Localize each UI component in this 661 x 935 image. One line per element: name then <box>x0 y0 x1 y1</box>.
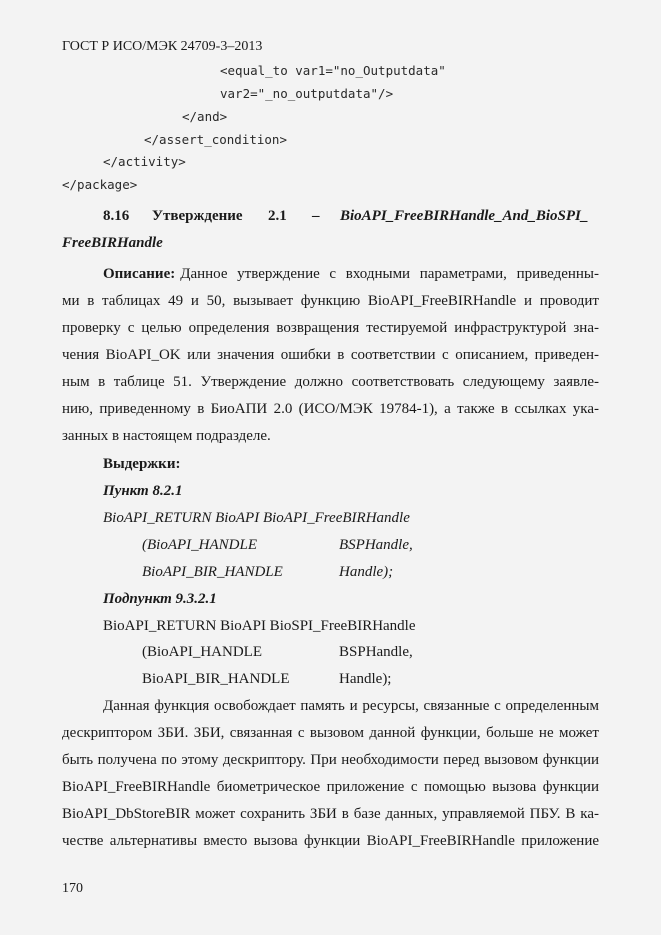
clause-title: Пункт 8.2.1 <box>103 483 183 499</box>
code-line: </package> <box>62 177 138 192</box>
description-text: Данное утверждение с входными параметрами, приведенны- <box>180 266 599 282</box>
paragraph-line: честве альтернативы вместо вызова функции BioAPI_FreeBIRHandle приложение <box>62 833 599 849</box>
code-line: </assert_condition> <box>144 132 287 147</box>
paragraph-line: ным в таблице 51. Утверждение должно соответствовать следующему заявле- <box>62 374 599 390</box>
code-line: <equal_to var1="no_Outputdata" <box>220 63 446 78</box>
paragraph-line: Данная функция освобождает память и ресурсы, связанные с определенным <box>103 698 599 714</box>
param-type: (BioAPI_HANDLE <box>142 644 262 660</box>
section-name-cont: FreeBIRHandle <box>62 235 163 251</box>
code-line: </activity> <box>103 154 186 169</box>
excerpts-title: Выдержки: <box>103 456 181 472</box>
param-type: BioAPI_BIR_HANDLE <box>142 564 283 580</box>
section-number: 8.16 <box>103 208 130 224</box>
param-name: Handle); <box>339 564 394 580</box>
code-line: var2="_no_outputdata"/> <box>220 86 394 101</box>
param-name: BSPHandle, <box>339 537 413 553</box>
code-line: </and> <box>182 109 228 124</box>
paragraph-line: ми в таблицах 49 и 50, вызывает функцию BioAPI_FreeBIRHandle и проводит <box>62 293 599 309</box>
document-header: ГОСТ Р ИСО/МЭК 24709-3–2013 <box>62 39 263 54</box>
page-number: 170 <box>62 881 83 896</box>
section-subnumber: 2.1 <box>268 208 287 224</box>
description-label: Описание: <box>103 266 176 282</box>
paragraph-line: проверку с целью определения возвращения тестируемой инфраструктурой зна- <box>62 320 599 336</box>
paragraph-line: чения BioAPI_OK или значения ошибки в соответствии с описанием, приведен- <box>62 347 599 363</box>
paragraph-line: занных в настоящем подразделе. <box>62 428 271 444</box>
section-dash: – <box>312 208 320 224</box>
function-signature: BioAPI_RETURN BioAPI BioSPI_FreeBIRHandle <box>103 618 416 634</box>
paragraph-line: нию, приведенному в БиоАПИ 2.0 (ИСО/МЭК 19784-1), а также в ссылках ука- <box>62 401 599 417</box>
param-name: BSPHandle, <box>339 644 413 660</box>
param-name: Handle); <box>339 671 392 687</box>
param-type: (BioAPI_HANDLE <box>142 537 257 553</box>
function-signature: BioAPI_RETURN BioAPI BioAPI_FreeBIRHandle <box>103 510 410 526</box>
section-name: BioAPI_FreeBIRHandle_And_BioSPI_ <box>340 208 589 224</box>
paragraph-line: BioAPI_FreeBIRHandle биометрическое приложение с помощью вызова функции <box>62 779 599 795</box>
param-type: BioAPI_BIR_HANDLE <box>142 671 290 687</box>
paragraph-line: дескриптором ЗБИ. ЗБИ, связанная с вызовом данной функции, больше не может <box>62 725 599 741</box>
subclause-title: Подпункт 9.3.2.1 <box>103 591 217 607</box>
section-word: Утверждение <box>152 208 243 224</box>
paragraph-line: быть получена по этому дескриптору. При необходимости перед вызовом функции <box>62 752 599 768</box>
description-first-line <box>103 265 599 283</box>
paragraph-line: BioAPI_DbStoreBIR может сохранить ЗБИ в базе данных, управляемой ПБУ. В ка- <box>62 806 599 822</box>
